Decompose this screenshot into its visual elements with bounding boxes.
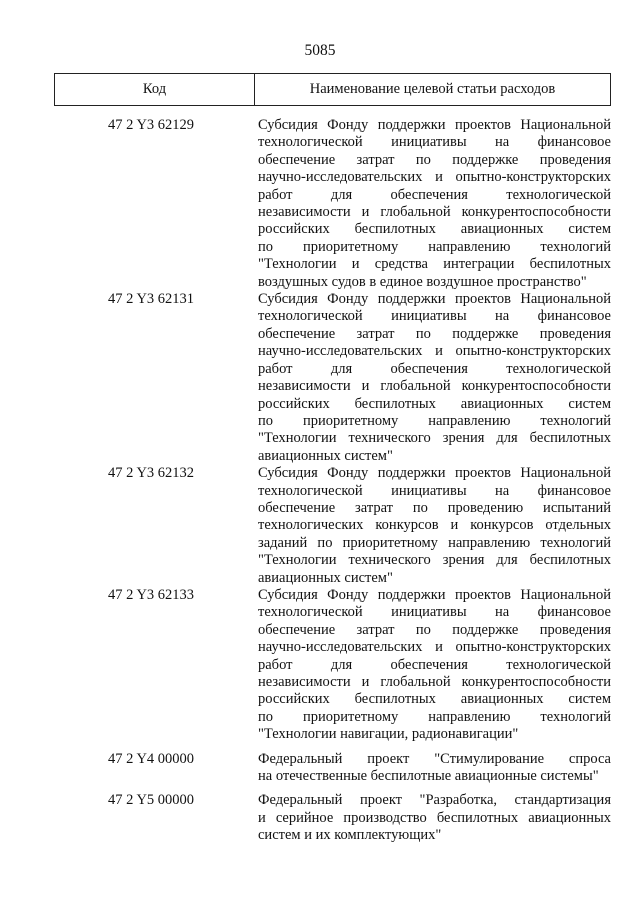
description-line: технологической инициативы на финансовое [258, 308, 611, 325]
description-line: российских беспилотных авиационных систем [258, 395, 611, 412]
description-line: работ для обеспечения технологической [258, 360, 611, 377]
description-line: обеспечение затрат по проведению испытаний [258, 499, 611, 516]
description-line: обеспечение затрат по поддержке проведения [258, 325, 611, 342]
table-row [0, 465, 640, 587]
description-line: Субсидия Фонду поддержки проектов Национальной [258, 117, 611, 133]
description-line: на отечественные беспилотные авиационные системы" [258, 768, 599, 785]
row-code: 47 2 Y4 00000 [108, 750, 195, 767]
description-line: технологических конкурсов и конкурсов отдельных [258, 517, 611, 534]
table-row [0, 117, 640, 291]
table-body [0, 117, 640, 845]
table-header [54, 73, 611, 106]
header-code: Код [55, 74, 255, 105]
row-code: 47 2 Y3 62132 [108, 465, 195, 482]
table-row [0, 291, 640, 465]
description-line: систем и их комплектующих" [258, 827, 442, 844]
description-line: научно-исследовательских и опытно-конструкторских [258, 639, 611, 656]
description-line: независимости и глобальной конкурентоспособности [258, 204, 611, 221]
description-line: работ для обеспечения технологической [258, 186, 611, 203]
table-row [0, 792, 640, 844]
description-line: российских беспилотных авиационных систем [258, 691, 611, 708]
description-line: и серийное производство беспилотных авиационных [258, 809, 611, 826]
description-line: Субсидия Фонду поддержки проектов Национальной [258, 291, 611, 308]
description-line: "Технологии навигации, радионавигации" [258, 726, 519, 743]
description-line: технологической инициативы на финансовое [258, 482, 611, 499]
description-line: Федеральный проект "Стимулирование спроса [258, 750, 611, 767]
description-line: технологической инициативы на финансовое [258, 604, 611, 621]
description-line: по приоритетному направлению технологий [258, 238, 611, 255]
description-line: "Технологии технического зрения для беспилотных [258, 552, 611, 569]
page-number: 5085 [304, 42, 336, 59]
description-line: независимости и глобальной конкурентоспособности [258, 674, 611, 690]
description-line: авиационных систем" [258, 569, 393, 586]
description-line: независимости и глобальной конкурентоспособности [258, 378, 611, 395]
description-line: Субсидия Фонду поддержки проектов Национальной [258, 465, 611, 482]
description-line: научно-исследовательских и опытно-конструкторских [258, 343, 611, 360]
row-description [258, 587, 611, 744]
row-code: 47 2 Y3 62129 [108, 117, 195, 133]
description-line: Федеральный проект "Разработка, стандартизация [258, 792, 611, 809]
description-line: работ для обеспечения технологической [258, 656, 611, 673]
header-name: Наименование целевой статьи расходов [309, 81, 556, 97]
row-code: 47 2 Y3 62133 [108, 586, 195, 603]
row-description [258, 751, 611, 786]
description-line: научно-исследовательских и опытно-конструкторских [258, 169, 611, 186]
description-line: "Технологии и средства интеграции беспилотных [258, 256, 611, 273]
description-line: российских беспилотных авиационных систем [258, 221, 611, 238]
table-row [0, 587, 640, 744]
row-description [258, 291, 611, 465]
row-code: 47 2 Y3 62131 [108, 291, 195, 308]
description-line: воздушных судов в единое воздушное пространство" [258, 273, 587, 290]
row-description [258, 465, 611, 587]
description-line: авиационных систем" [258, 447, 393, 464]
description-line: по приоритетному направлению технологий [258, 412, 611, 429]
description-line: "Технологии технического зрения для беспилотных [258, 430, 611, 447]
description-line: обеспечение затрат по поддержке проведения [258, 151, 611, 168]
description-line: по приоритетному направлению технологий [258, 708, 611, 725]
row-code: 47 2 Y5 00000 [108, 792, 195, 809]
table-row [0, 751, 640, 786]
description-line: обеспечение затрат по поддержке проведения [258, 621, 611, 638]
row-description [258, 792, 611, 844]
description-line: технологической инициативы на финансовое [258, 134, 611, 151]
description-line: заданий по приоритетному направлению технологий [258, 534, 611, 551]
row-description [258, 117, 611, 291]
description-line: Субсидия Фонду поддержки проектов Национальной [258, 586, 611, 603]
